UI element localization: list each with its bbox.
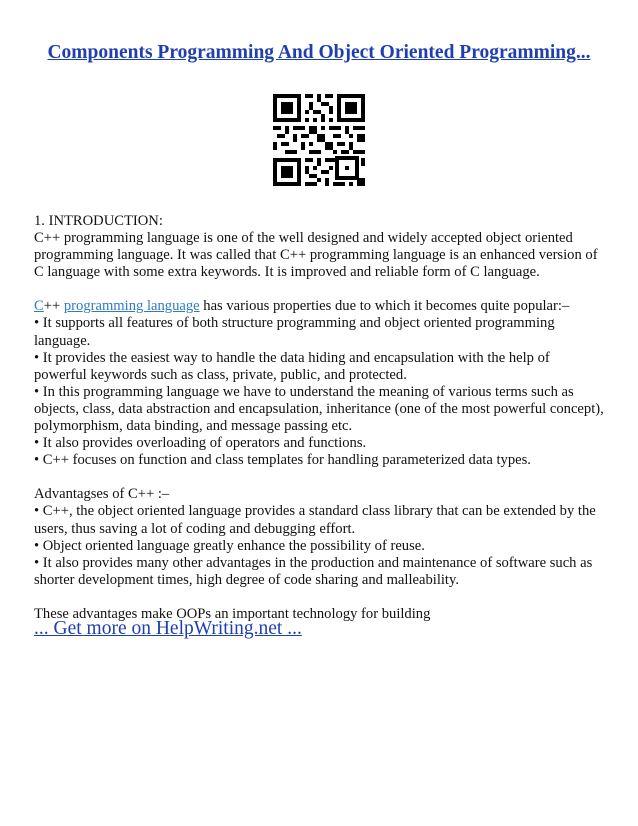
c-link[interactable]: C: [34, 298, 44, 315]
properties-intro-text: has various properties due to which it becomes quite popular:–: [199, 298, 570, 315]
spacer: [34, 469, 606, 486]
list-item: • Object oriented language greatly enhance the possibility of reuse.: [34, 537, 425, 554]
list-item: • It also provides many other advantages in the production and maintenance of software such as shorter development times, high degree of code sharing and malleability.: [34, 554, 593, 588]
list-item: • It supports all features of both structure programming and object oriented programming language.: [34, 315, 555, 349]
programming-language-link[interactable]: programming language: [63, 298, 200, 315]
list-item: • It also provides overloading of operators and functions.: [34, 435, 367, 452]
document-body: [34, 213, 606, 623]
spacer: [34, 589, 606, 606]
intro-paragraph: C++ programming language is one of the well designed and widely accepted object oriented programming language. It was called that C++ programming language is an enhanced version of C language with some extra keywords. It is improved and reliable form of C language.: [34, 230, 598, 281]
qr-code: [273, 94, 365, 186]
list-item: • C++ focuses on function and class templates for handling parameterized data types.: [34, 452, 531, 469]
list-item: • C++, the object oriented language provides a standard class library that can be extended by the users, thus saving a lot of coding and debugging effort.: [34, 503, 596, 537]
list-item: • In this programming language we have to understand the meaning of various terms such as objects, class, data abstraction and encapsulation, inheritance (one of the most powerful concept), polymorphism, data binding, and message passing etc.: [34, 383, 604, 435]
intro-heading: 1. INTRODUCTION:: [34, 213, 163, 229]
document-title[interactable]: Components Programming And Object Oriented Programming...: [47, 42, 591, 63]
closing-text: These advantages make OOPs an important technology for building: [34, 605, 431, 622]
spacer: [34, 281, 606, 298]
get-more-link[interactable]: ... Get more on HelpWriting.net ...: [34, 618, 302, 639]
advantages-heading: Advantagses of C++ :–: [34, 486, 170, 503]
list-item: • It provides the easiest way to handle the data hiding and encapsulation with the help of powerful keywords such as class, private, public, and protected.: [34, 349, 550, 383]
properties-intro: [34, 298, 606, 315]
plus-text: ++: [43, 298, 61, 315]
